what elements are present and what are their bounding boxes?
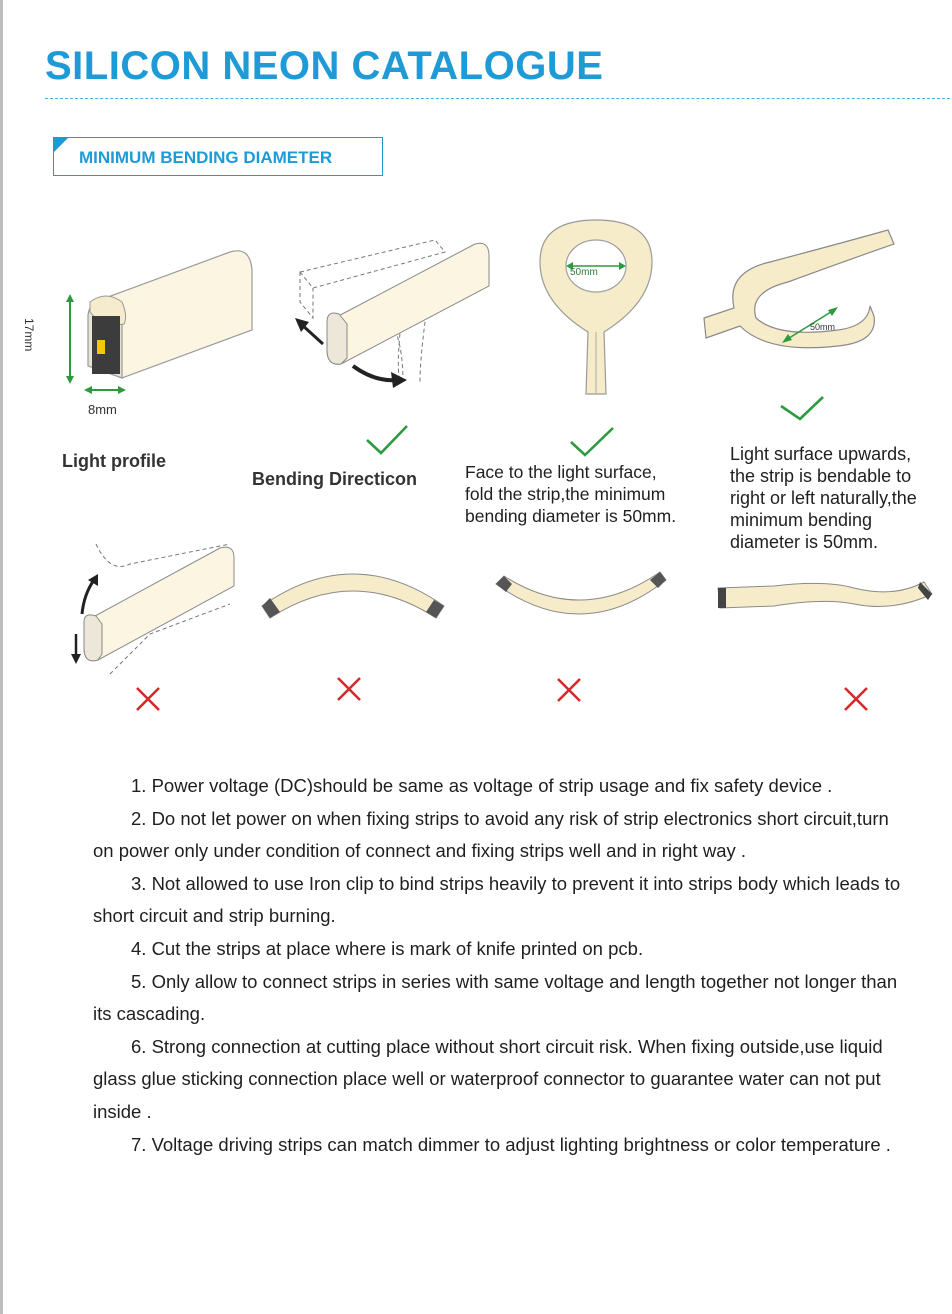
light-profile-figure [40, 240, 260, 420]
face-fold-diameter-label: 50mm [570, 267, 598, 278]
note-item: 7. Voltage driving strips can match dimmer to adjust lighting brightness or color temperature . [131, 1133, 891, 1155]
cross-icon [843, 686, 869, 712]
wrong-arch-up-figure [258, 562, 448, 622]
check-icon [567, 424, 617, 460]
page-edge [0, 0, 3, 1314]
section-corner-icon [53, 137, 69, 153]
section-title: MINIMUM BENDING DIAMETER [79, 148, 333, 167]
page-title: SILICON NEON CATALOGUE [45, 44, 604, 88]
note-item: 2. Do not let power on when fixing strips to avoid any risk of strip electronics short circuit,turn on power only under condition of connect and fixing strips well and in right way . [93, 807, 889, 862]
cross-icon [135, 686, 161, 712]
check-icon [363, 422, 411, 458]
profile-height-label: 17mm [22, 318, 36, 352]
cross-icon [556, 677, 582, 703]
wrong-arch-down-figure [494, 570, 670, 626]
note-item: 4. Cut the strips at place where is mark of knife printed on pcb. [131, 937, 644, 959]
note-item: 6. Strong connection at cutting place without short circuit risk. When fixing outside,use liquid glass glue sticking connection place well or waterproof connector to guarantee water can not put inside . [93, 1035, 883, 1122]
check-icon [778, 394, 826, 422]
side-bend-diameter-label: 50mm [810, 322, 836, 332]
face-fold-figure [530, 212, 660, 402]
side-bend-figure [698, 222, 898, 352]
bending-direction-caption: Bending Directicon [252, 469, 418, 489]
note-item: 3. Not allowed to use Iron clip to bind strips heavily to prevent it into strips body which leads to short circuit and strip burning. [93, 872, 901, 927]
side-bend-caption: Light surface upwards, the strip is bendable to right or left naturally,the minimum bending diameter is 50mm. [730, 444, 917, 552]
wrong-vertical-bend-figure [70, 534, 240, 684]
title-divider [45, 98, 950, 99]
bending-direction-figure [285, 232, 495, 397]
usage-notes [93, 770, 913, 1161]
note-item: 1. Power voltage (DC)should be same as voltage of strip usage and fix safety device . [131, 775, 833, 796]
wrong-twist-figure [714, 576, 936, 616]
face-fold-caption: Face to the light surface, fold the strip,the minimum bending diameter is 50mm. [465, 462, 677, 526]
note-item: 5. Only allow to connect strips in series with same voltage and length together not longer than its cascading. [93, 970, 898, 1025]
cross-icon [336, 676, 362, 702]
light-profile-caption: Light profile [62, 451, 166, 471]
profile-width-label: 8mm [88, 402, 117, 417]
